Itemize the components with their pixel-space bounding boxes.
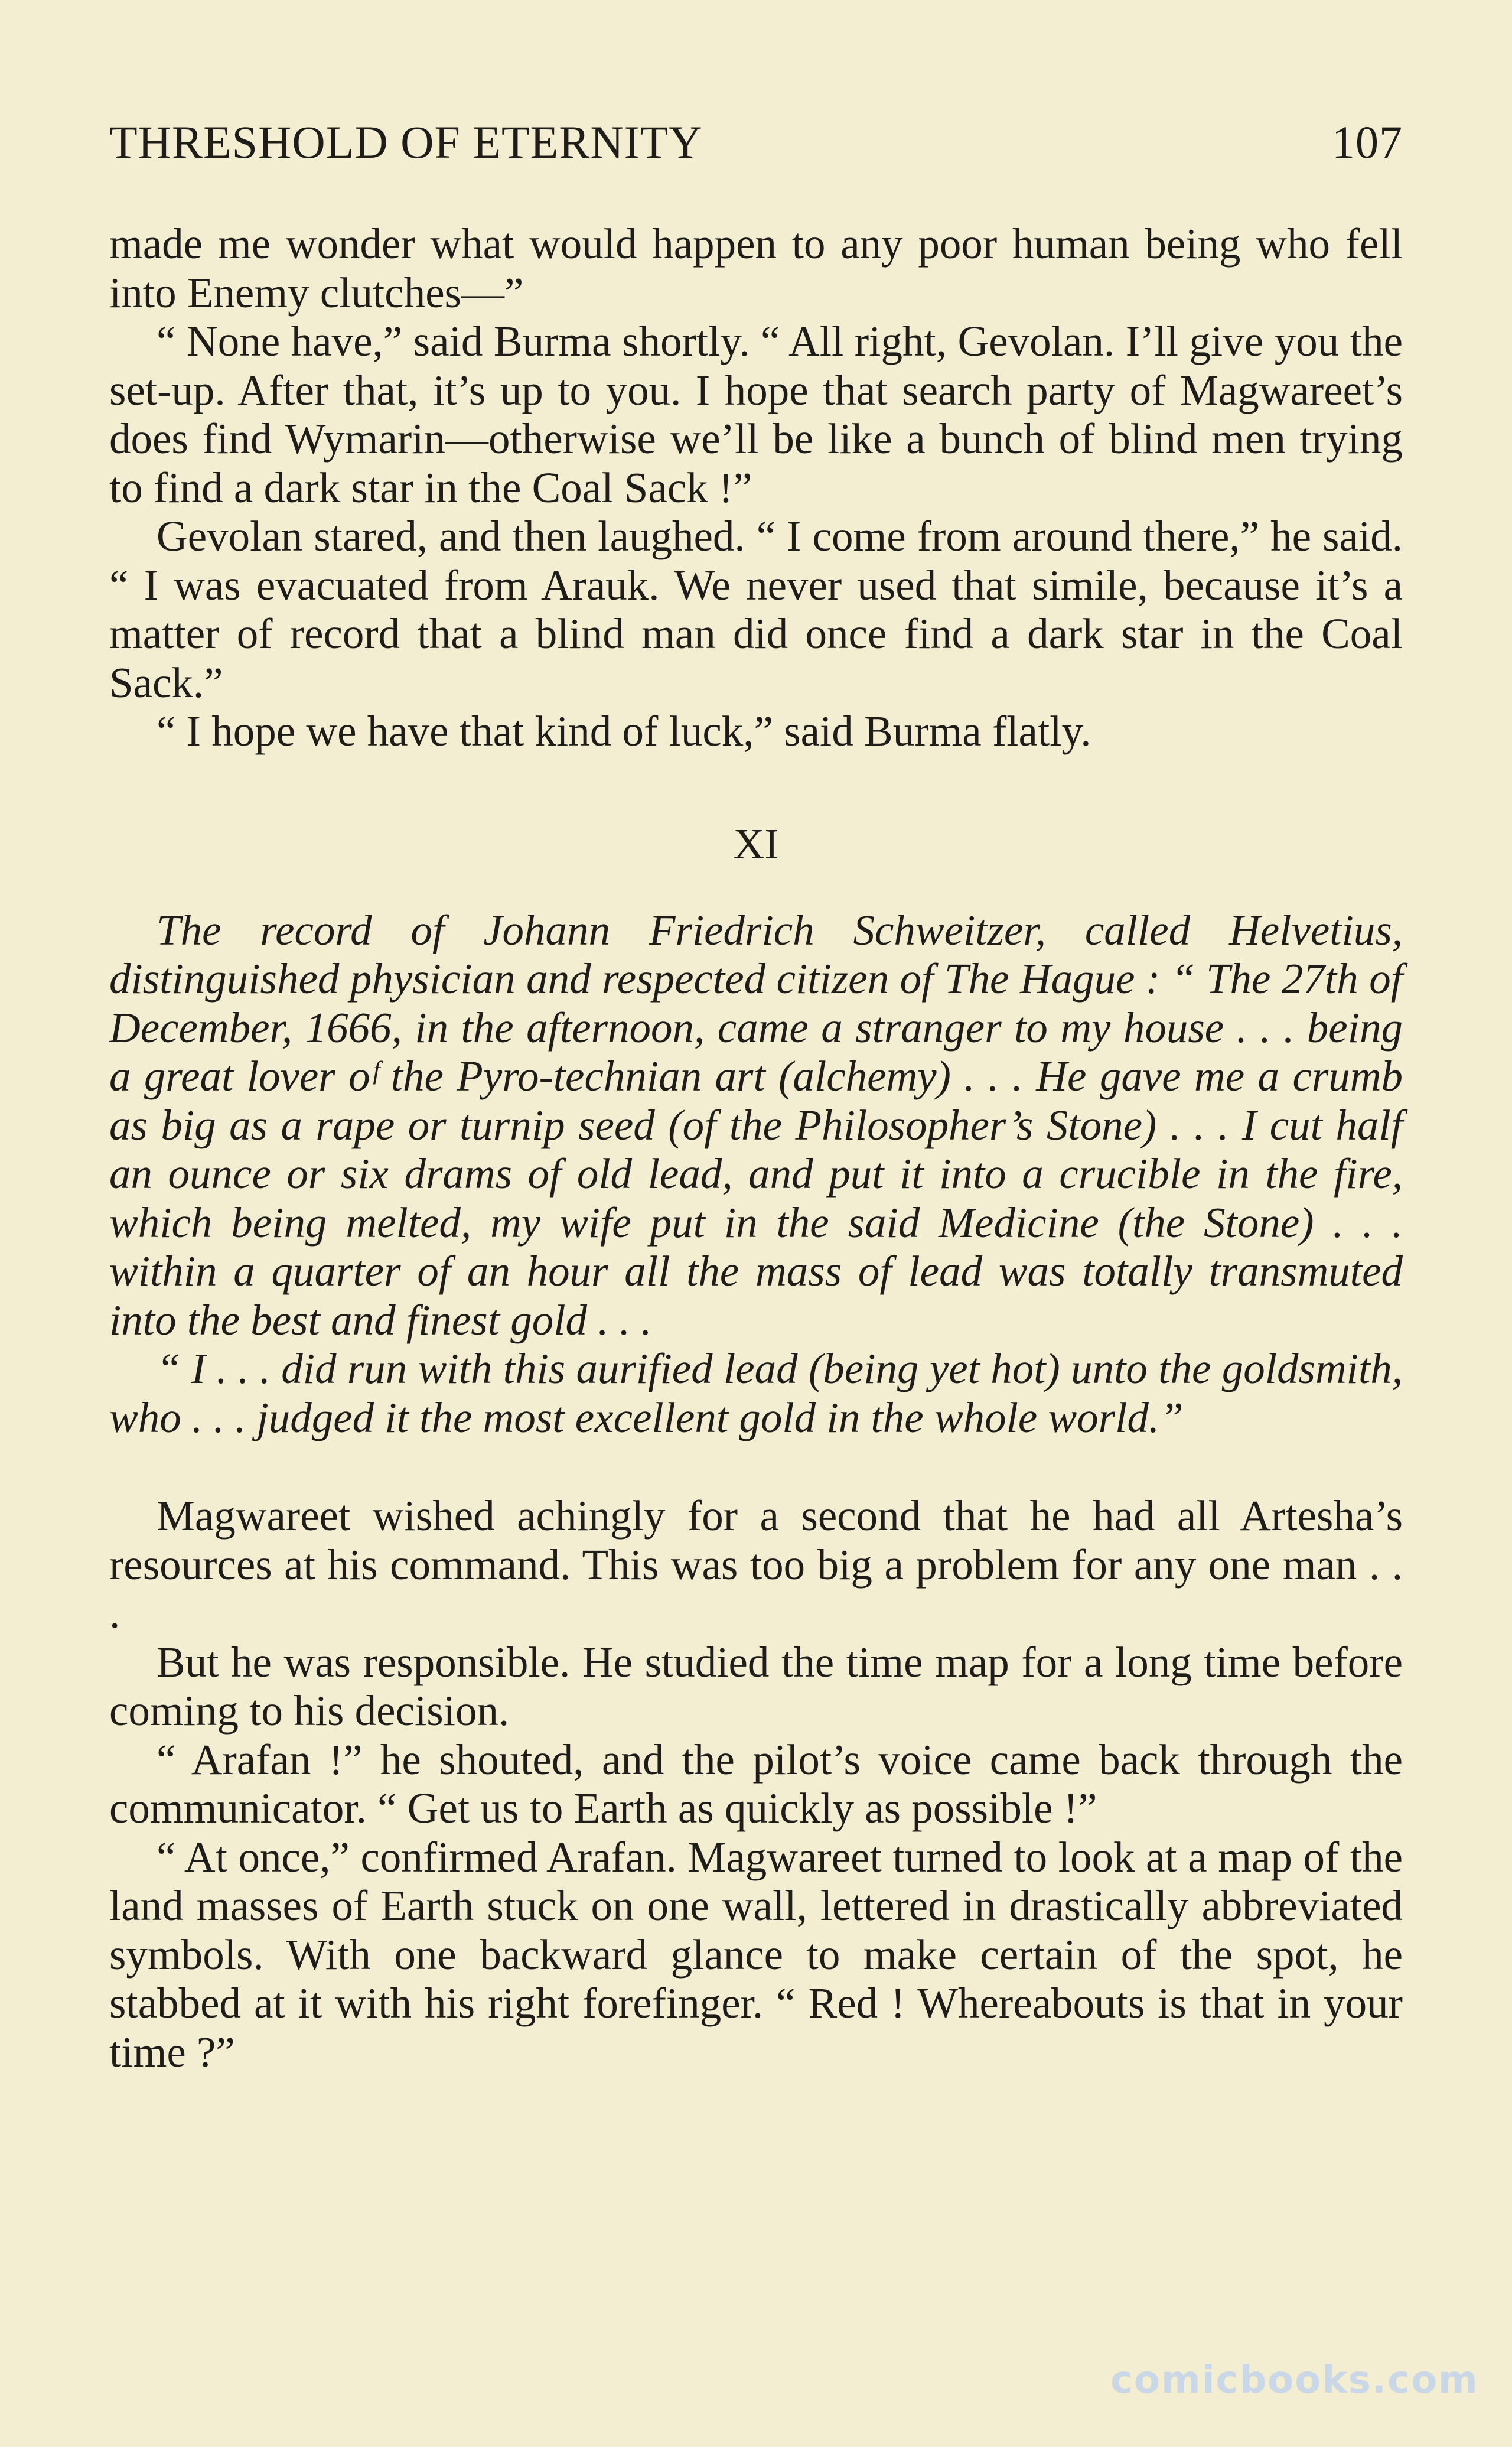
paragraph: But he was responsible. He studied the time map for a long time before coming to his decision.	[109, 1638, 1403, 1735]
chapter-heading: XI	[733, 819, 779, 868]
paragraph: “ I hope we have that kind of luck,” said Burma flatly.	[157, 707, 1091, 755]
section-gap	[109, 871, 1403, 906]
paragraph: “ None have,” said Burma shortly. “ All right, Gevolan. I’ll give you the set-up. After that, it’s up to you. I hope that search party of Magwareet’s does find Wymarin—otherwise we’ll be like a bunch of blind men trying to find a dark star in the Coal Sack !”	[109, 317, 1403, 512]
running-header	[109, 116, 1403, 169]
page-number: 107	[1332, 116, 1403, 168]
section-gap	[109, 1442, 1403, 1492]
section-gap	[109, 756, 1403, 820]
paragraph: made me wonder what would happen to any poor human being who fell into Enemy clutches—”	[109, 220, 1403, 317]
page-body	[109, 220, 1403, 2077]
epigraph-paragraph: The record of Johann Friedrich Schweitzer, called Helvetius, distinguished physician and respected citizen of The Hague : “ The 27th of December, 1666, in the afternoon, came a stranger to my house . . . being a great lover oᶠ the Pyro-technian art (alchemy) . . . He gave me a crumb as big as a rape or turnip seed (of the Philosopher’s Stone) . . . I cut half an ounce or six drams of old lead, and put it into a crucible in the fire, which being melted, my wife put in the said Medicine (the Stone) . . . within a quarter of an hour all the mass of lead was totally transmuted into the best and finest gold . . .	[109, 906, 1403, 1344]
watermark-logo: comicbooks.com	[1110, 2358, 1479, 2402]
paragraph: “ Arafan !” he shouted, and the pilot’s voice came back through the communicator. “ Get us to Earth as quickly as possible !”	[109, 1735, 1403, 1832]
paragraph: Magwareet wished achingly for a second that he had all Artesha’s resources at his command. This was too big a problem for any one man . . .	[109, 1492, 1403, 1637]
paragraph: Gevolan stared, and then laughed. “ I come from around there,” he said. “ I was evacuated from Arauk. We never used that simile, because it’s a matter of record that a blind man did once find a dark star in the Coal Sack.”	[109, 512, 1403, 707]
epigraph-paragraph: “ I . . . did run with this aurified lead (being yet hot) unto the goldsmith, who . . . judged it the most excellent gold in the whole world.”	[109, 1345, 1403, 1441]
paragraph: “ At once,” confirmed Arafan. Magwareet turned to look at a map of the land masses of Earth stuck on one wall, lettered in drastically abbreviated symbols. With one backward glance to make certain of the spot, he stabbed at it with his right forefinger. “ Red ! Whereabouts is that in your time ?”	[109, 1833, 1403, 2076]
running-title: THRESHOLD OF ETERNITY	[109, 116, 703, 168]
